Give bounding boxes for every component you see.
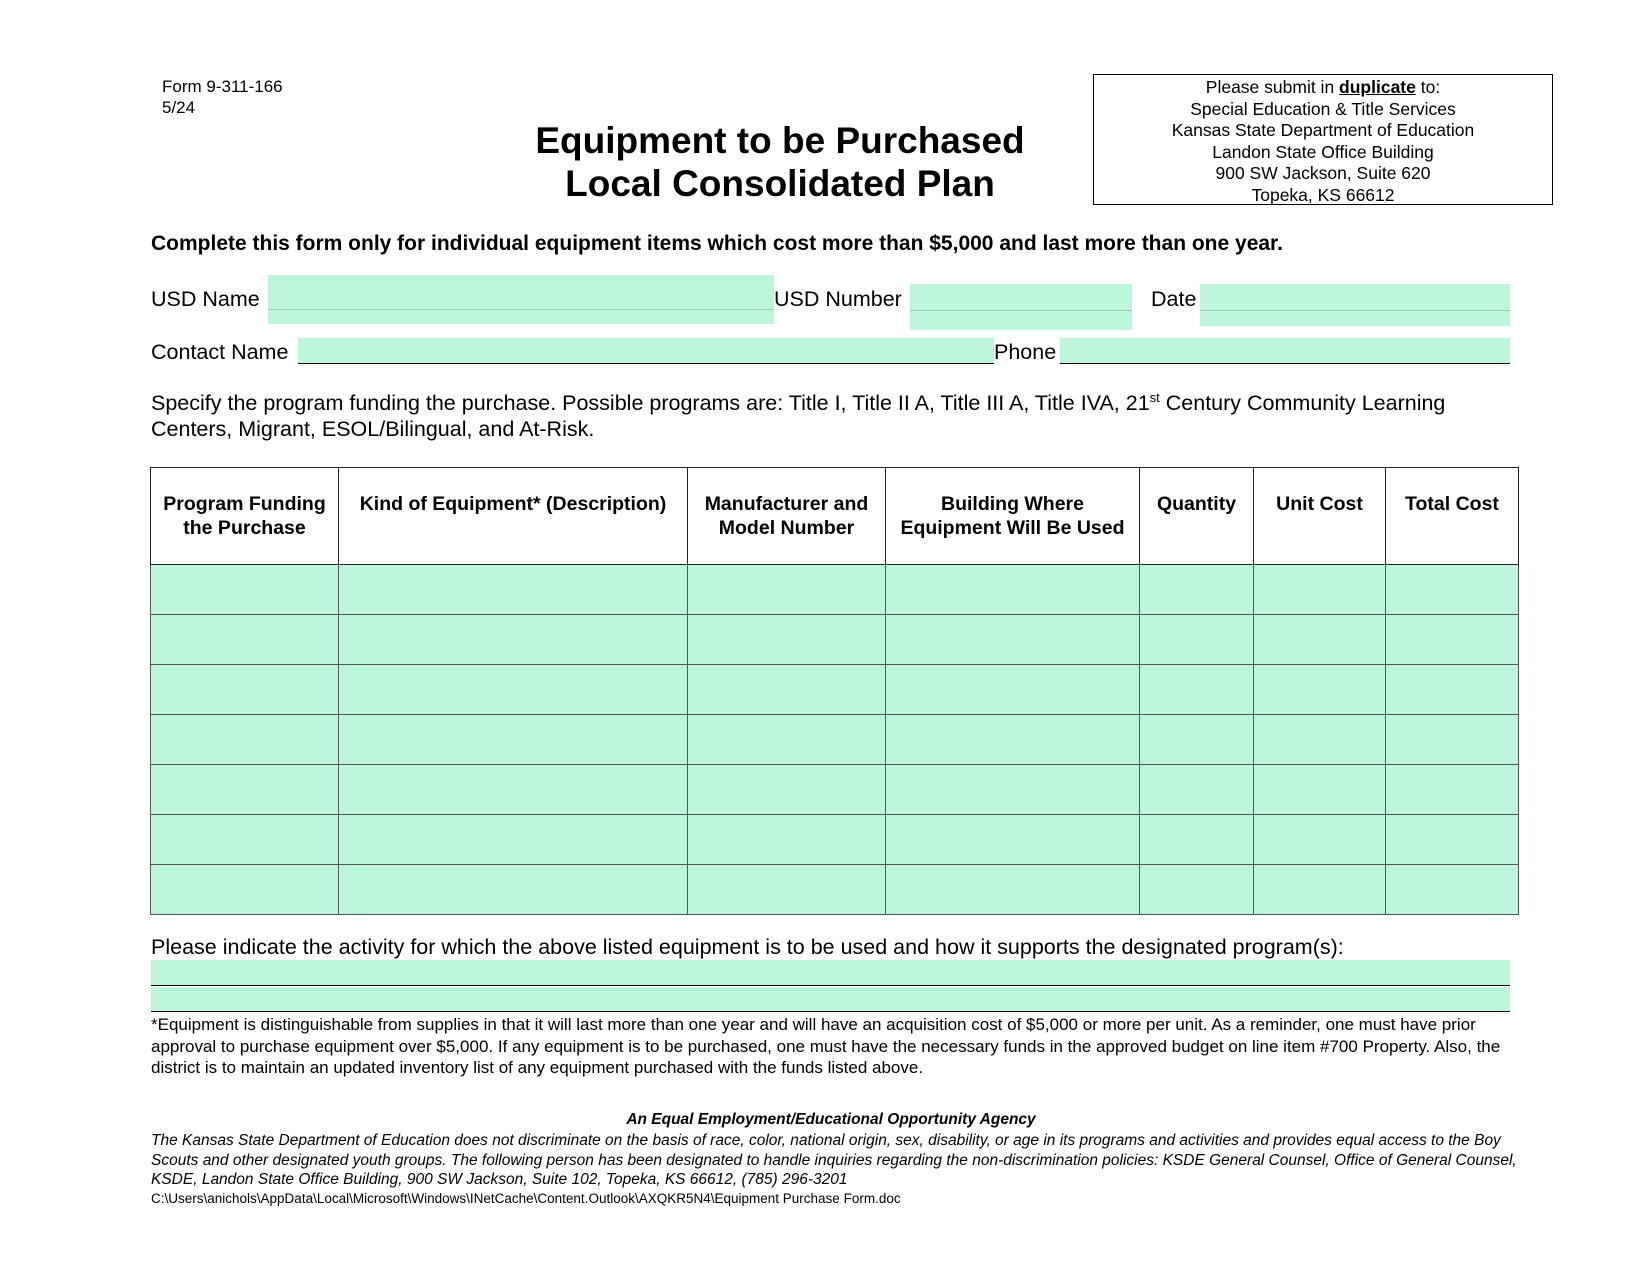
- table-cell-input[interactable]: [1140, 665, 1254, 715]
- table-cell-input[interactable]: [339, 615, 688, 665]
- table-cell-input[interactable]: [688, 815, 886, 865]
- table-cell-input[interactable]: [339, 715, 688, 765]
- table-cell-input[interactable]: [886, 615, 1140, 665]
- duplicate-emphasis: duplicate: [1339, 77, 1416, 97]
- activity-underline-2: [151, 1011, 1510, 1012]
- eeo-title: An Equal Employment/Educational Opportunity Agency: [626, 1111, 1036, 1128]
- table-row: [151, 565, 1519, 615]
- submit-line-2: Special Education & Title Services: [1190, 98, 1456, 119]
- table-cell-input[interactable]: [1140, 765, 1254, 815]
- program-text-sup: st: [1149, 390, 1160, 405]
- table-cell-input[interactable]: [1254, 715, 1386, 765]
- col-kind-of-equipment: Kind of Equipment* (Description): [339, 468, 688, 565]
- submit-line-6: Topeka, KS 66612: [1251, 184, 1395, 205]
- table-cell-input[interactable]: [1386, 815, 1519, 865]
- table-header-row: [151, 468, 1519, 565]
- phone-label: Phone: [994, 340, 1057, 364]
- table-cell-input[interactable]: [339, 565, 688, 615]
- table-cell-input[interactable]: [151, 865, 339, 915]
- table-cell-input[interactable]: [886, 765, 1140, 815]
- table-cell-input[interactable]: [1254, 815, 1386, 865]
- table-cell-input[interactable]: [1254, 565, 1386, 615]
- table-cell-input[interactable]: [1386, 665, 1519, 715]
- table-cell-input[interactable]: [1254, 665, 1386, 715]
- date-field[interactable]: [1200, 284, 1510, 326]
- table-cell-input[interactable]: [1140, 565, 1254, 615]
- table-cell-input[interactable]: [151, 815, 339, 865]
- submit-address-box: [1093, 74, 1553, 205]
- table-cell-input[interactable]: [1386, 715, 1519, 765]
- file-path: C:\Users\anichols\AppData\Local\Microsoft\Windows\INetCache\Content.Outlook\AXQKR5N4\Equipment Purchase Form.doc: [151, 1191, 901, 1206]
- equipment-footnote: *Equipment is distinguishable from supplies in that it will last more than one year and will have an acquisition cost of $5,000 or more per unit. As a reminder, one must have prior approval to purchase equipment over $5,000. If any equipment is to be purchased, one must have the necessary funds in the approved budget on line item #700 Property. Also, the district is to maintain an updated inventory list of any equipment purchased with the funds listed above.: [151, 1015, 1501, 1077]
- activity-field-line-1[interactable]: [151, 960, 1510, 985]
- table-cell-input[interactable]: [886, 815, 1140, 865]
- col-total-cost: Total Cost: [1386, 468, 1519, 565]
- date-label: Date: [1151, 287, 1197, 311]
- table-row: [151, 865, 1519, 915]
- table-cell-input[interactable]: [151, 665, 339, 715]
- page-title: [500, 119, 1060, 205]
- table-cell-input[interactable]: [1386, 565, 1519, 615]
- table-cell-input[interactable]: [1254, 765, 1386, 815]
- usd-name-label: USD Name: [151, 287, 260, 311]
- equipment-table-body: [151, 565, 1519, 915]
- form-id-block: [162, 76, 283, 118]
- submit-line-4: Landon State Office Building: [1212, 141, 1434, 162]
- eeo-statement: The Kansas State Department of Education does not discriminate on the basis of race, color, national origin, sex, disability, or age in its programs and activities and provides equal access to the Boy Scouts and other designated youth groups. The following person has been designated to handle inquiries regarding the non-discrimination policies: KSDE General Counsel, Office of General Counsel, KSDE, Landon State Office Building, 900 SW Jackson, Suite 102, Topeka, KS 66612, (785) 296-3201: [151, 1132, 1517, 1188]
- submit-line-5: 900 SW Jackson, Suite 620: [1215, 163, 1431, 183]
- table-cell-input[interactable]: [886, 715, 1140, 765]
- table-cell-input[interactable]: [339, 815, 688, 865]
- table-cell-input[interactable]: [1140, 865, 1254, 915]
- table-cell-input[interactable]: [1140, 815, 1254, 865]
- table-cell-input[interactable]: [886, 865, 1140, 915]
- submit-prefix: Please submit in: [1205, 77, 1340, 97]
- instruction-text: Complete this form only for individual equipment items which cost more than $5,000 and last more than one year.: [151, 232, 1283, 255]
- form-number: Form 9-311-166: [162, 77, 283, 96]
- table-cell-input[interactable]: [688, 765, 886, 815]
- program-instructions: [151, 390, 1521, 442]
- table-cell-input[interactable]: [1386, 865, 1519, 915]
- phone-field[interactable]: [1060, 338, 1510, 364]
- contact-name-field[interactable]: [298, 338, 994, 364]
- table-cell-input[interactable]: [688, 615, 886, 665]
- submit-line-1: [1094, 77, 1552, 99]
- table-cell-input[interactable]: [886, 565, 1140, 615]
- table-cell-input[interactable]: [688, 565, 886, 615]
- title-line-2: Local Consolidated Plan: [565, 163, 995, 204]
- title-line-1: Equipment to be Purchased: [535, 120, 1025, 161]
- usd-name-field[interactable]: [268, 275, 774, 324]
- table-cell-input[interactable]: [688, 865, 886, 915]
- col-manufacturer-model: Manufacturer and Model Number: [688, 468, 886, 565]
- activity-field-line-2[interactable]: [151, 987, 1510, 1012]
- table-cell-input[interactable]: [1254, 865, 1386, 915]
- table-cell-input[interactable]: [339, 665, 688, 715]
- table-row: [151, 715, 1519, 765]
- table-cell-input[interactable]: [1140, 615, 1254, 665]
- table-row: [151, 765, 1519, 815]
- table-cell-input[interactable]: [151, 765, 339, 815]
- table-cell-input[interactable]: [151, 715, 339, 765]
- form-date: 5/24: [162, 98, 196, 117]
- activity-underline-1: [151, 985, 1510, 986]
- col-building: Building Where Equipment Will Be Used: [886, 468, 1140, 565]
- table-cell-input[interactable]: [339, 865, 688, 915]
- submit-suffix: to:: [1415, 77, 1441, 97]
- usd-number-label: USD Number: [774, 287, 902, 311]
- equipment-table: [150, 467, 1519, 915]
- table-row: [151, 615, 1519, 665]
- program-text-part1: Specify the program funding the purchase. Possible programs are: Title I, Title II A, Title III A, Title IVA, 21: [151, 391, 1150, 415]
- table-cell-input[interactable]: [1140, 715, 1254, 765]
- table-cell-input[interactable]: [339, 765, 688, 815]
- table-cell-input[interactable]: [151, 565, 339, 615]
- phone-underline: [1060, 363, 1510, 364]
- activity-label: Please indicate the activity for which the above listed equipment is to be used and how it supports the designated program(s):: [151, 935, 1344, 959]
- usd-number-field[interactable]: [910, 284, 1132, 330]
- table-cell-input[interactable]: [1386, 615, 1519, 665]
- table-cell-input[interactable]: [1386, 765, 1519, 815]
- table-row: [151, 665, 1519, 715]
- col-program-funding: Program Funding the Purchase: [151, 468, 339, 565]
- table-cell-input[interactable]: [688, 715, 886, 765]
- program-text-part2: Century Community Learning Centers, Migrant, ESOL/Bilingual, and At-Risk.: [151, 391, 1446, 441]
- table-cell-input[interactable]: [151, 615, 339, 665]
- contact-name-underline: [298, 363, 994, 364]
- col-quantity: Quantity: [1140, 468, 1254, 565]
- submit-line-3: Kansas State Department of Education: [1171, 120, 1475, 140]
- table-cell-input[interactable]: [886, 665, 1140, 715]
- contact-name-label: Contact Name: [151, 340, 289, 364]
- col-unit-cost: Unit Cost: [1254, 468, 1386, 565]
- table-cell-input[interactable]: [688, 665, 886, 715]
- table-cell-input[interactable]: [1254, 615, 1386, 665]
- table-row: [151, 815, 1519, 865]
